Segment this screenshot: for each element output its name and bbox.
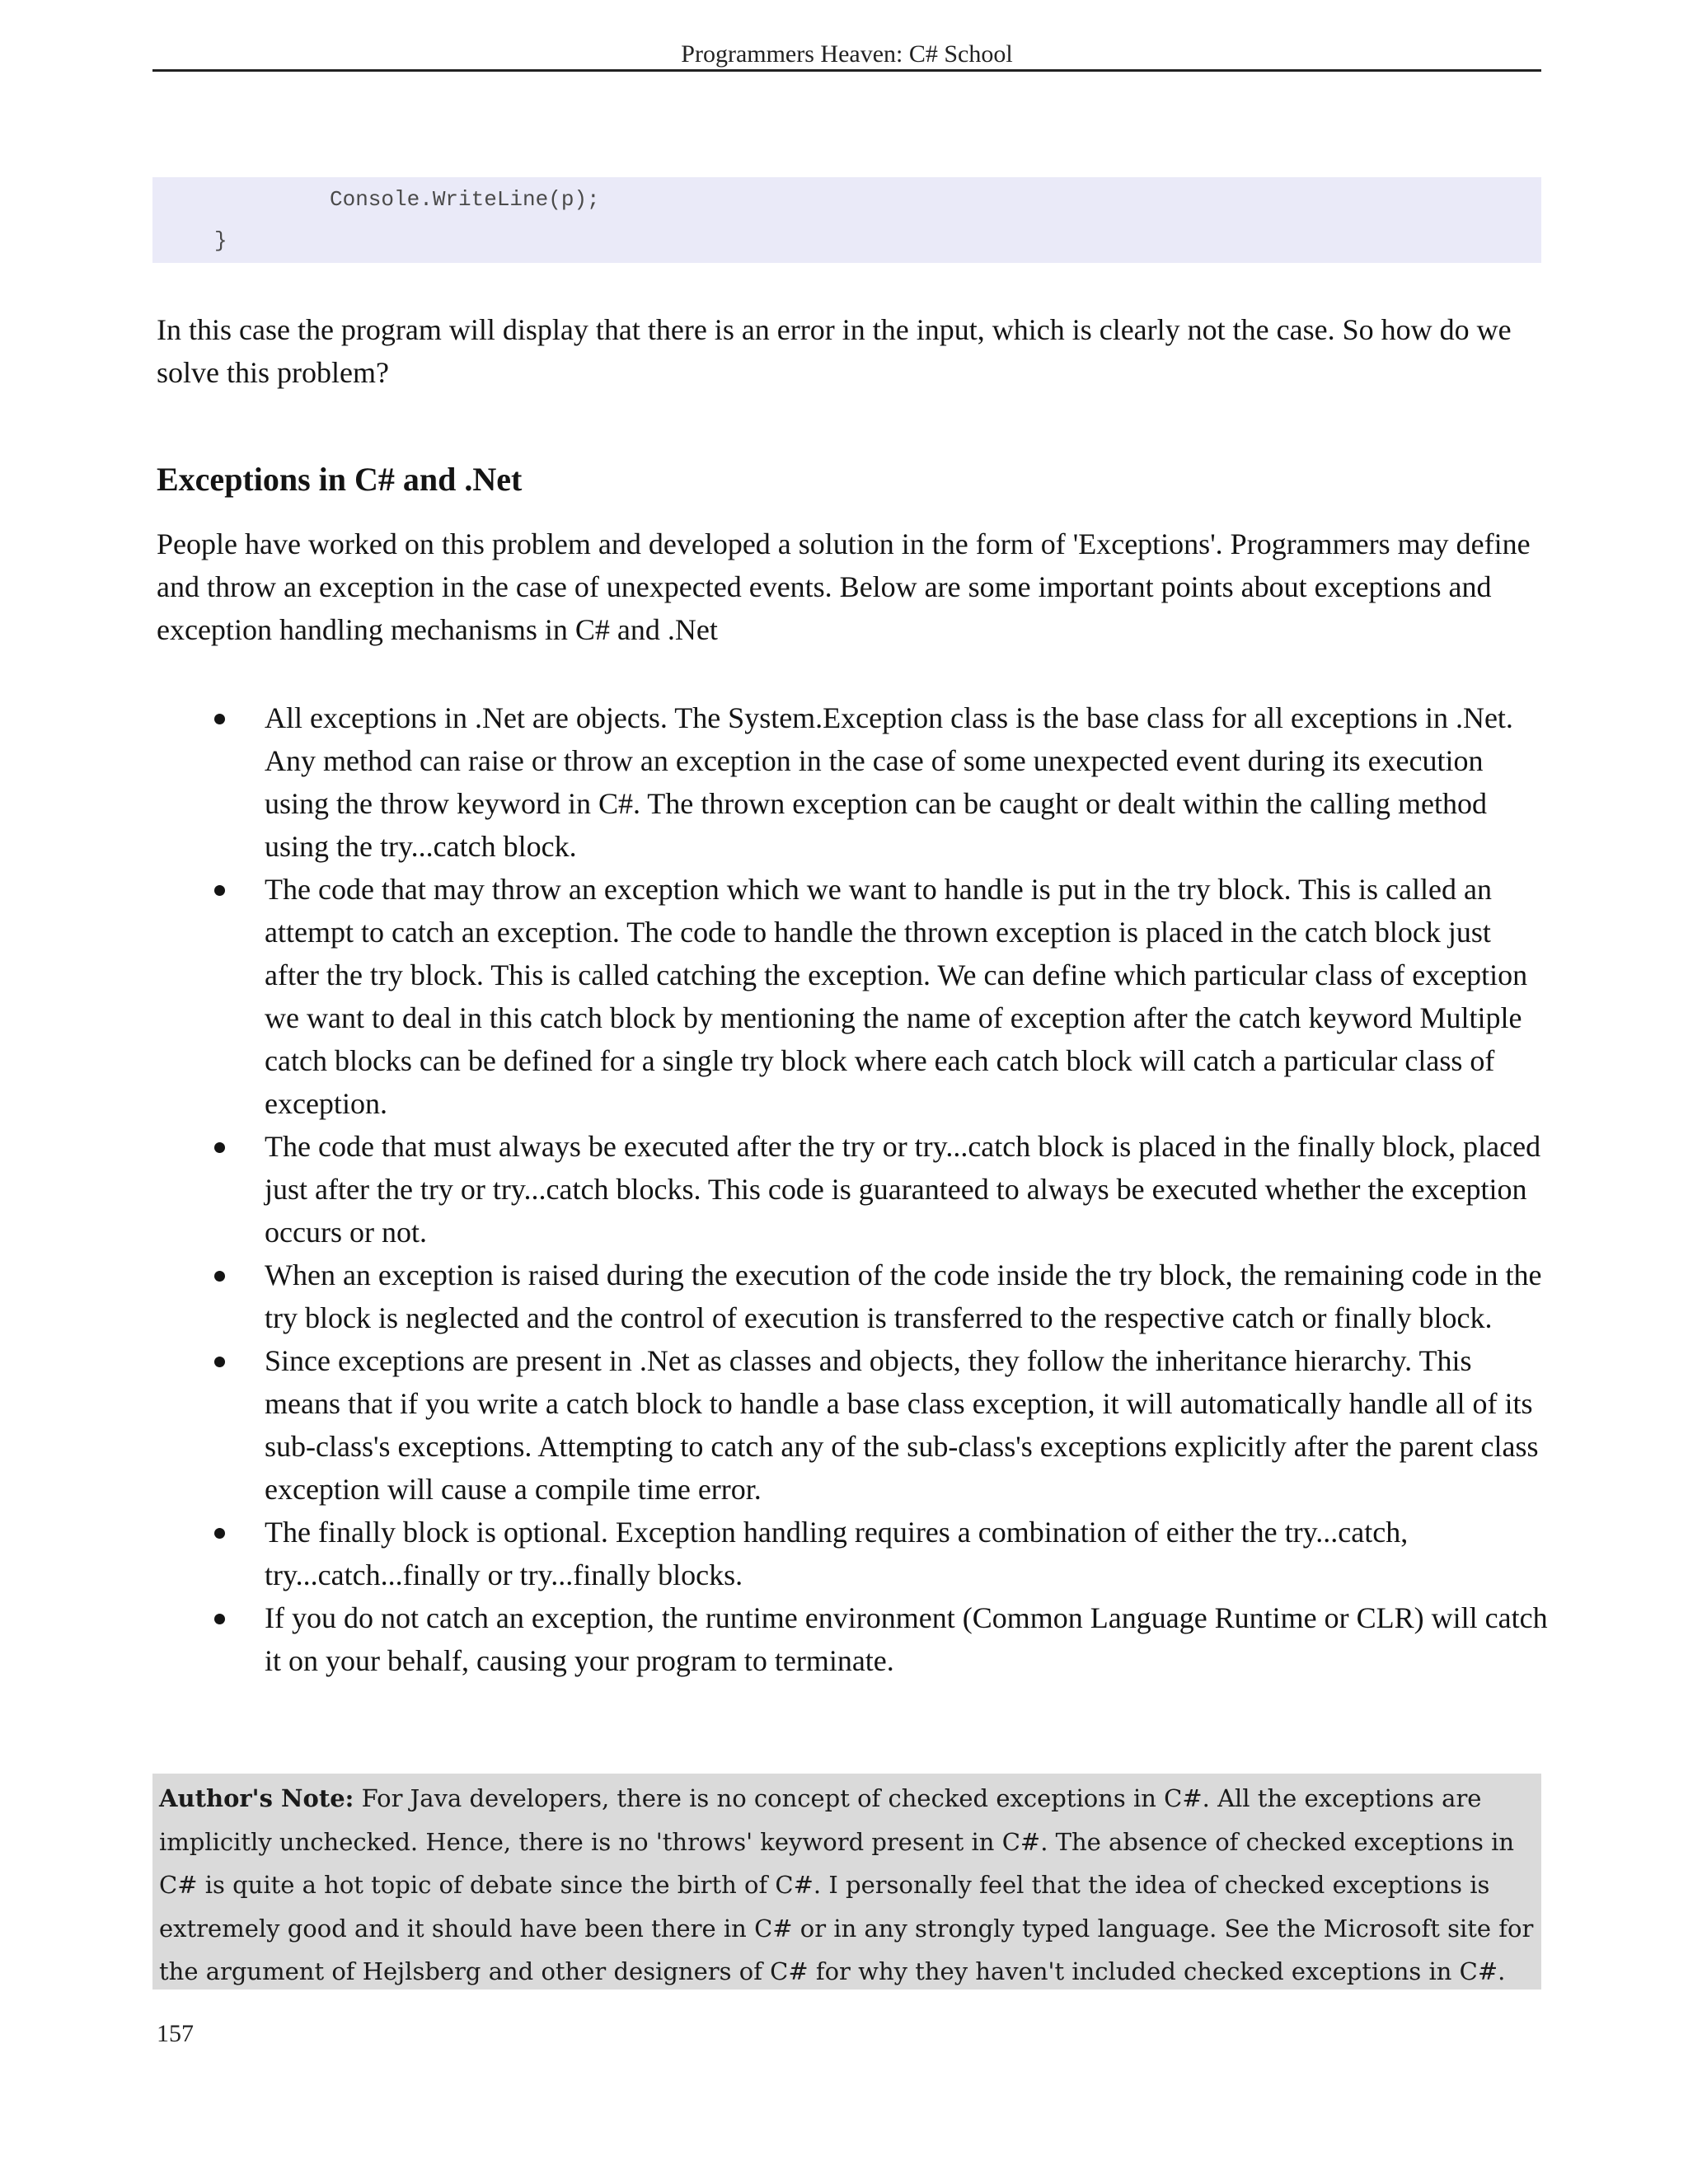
intro-paragraph: In this case the program will display that there is an error in the input, which is clearly not the case. So how do we solve this problem? xyxy=(157,313,1512,389)
list-item-text: All exceptions in .Net are objects. The System.Exception class is the base class for all exceptions in .Net. Any method can raise or throw an exception in the case of some unexpected event during its execution using the throw keyword in C#. The thrown exception can be caught or dealt within the calling method using the try...catch block. xyxy=(265,701,1513,863)
section-paragraph: People have worked on this problem and developed a solution in the form of 'Exceptions'. Programmers may define and throw an exception in the case of unexpected events. Below are some important points about exceptions and exception handling mechanisms in C# and .Net xyxy=(157,527,1531,646)
bullet-icon xyxy=(214,714,225,724)
list-item xyxy=(157,1596,1550,1682)
list-item-text: If you do not catch an exception, the runtime environment (Common Language Runtime or CLR) will catch it on your behalf, causing your program to terminate. xyxy=(265,1601,1548,1677)
section-heading: Exceptions in C# and .Net xyxy=(157,461,523,498)
bullet-list xyxy=(157,696,1550,1682)
code-line: Console.WriteLine(p); xyxy=(330,187,600,212)
list-item xyxy=(157,1339,1550,1511)
code-block xyxy=(152,177,1541,263)
list-item-text: The code that must always be executed after the try or try...catch block is placed in the finally block, placed just after the try or try...catch blocks. This code is guaranteed to always be executed whether the exception occurs or not. xyxy=(265,1130,1541,1249)
page-number: 157 xyxy=(157,2020,194,2047)
list-item xyxy=(157,1254,1550,1339)
running-header: Programmers Heaven: C# School xyxy=(681,40,1013,68)
list-item xyxy=(157,696,1550,868)
list-item-text: The code that may throw an exception which we want to handle is put in the try block. This is called an attempt to catch an exception. The code to handle the thrown exception is placed in the catch block just after the try block. This is called catching the exception. We can define which particular class of exception we want to deal in this catch block by mentioning the name of exception after the catch keyword Multiple catch blocks can be defined for a single try block where each catch block will catch a particular class of exception. xyxy=(265,873,1528,1120)
list-item xyxy=(157,1511,1550,1596)
list-item-text: The finally block is optional. Exception handling requires a combination of either the try...catch, try...catch...finally or try...finally blocks. xyxy=(265,1516,1409,1591)
author-note-text: For Java developers, there is no concept of checked exceptions in C#. All the exceptions are implicitly unchecked. Hence, there is no 'throws' keyword present in C#. The absence of checked exceptions in C# is quite a hot topic of debate since the birth of C#. I personally feel that the idea of checked exceptions is extremely good and it should have been there in C# or in any strongly typed language. See the Microsoft site for the argument of Hejlsberg and other designers of C# for why they haven't included checked exceptions in C#. xyxy=(159,1784,1534,1985)
author-note xyxy=(152,1774,1541,1990)
list-item xyxy=(157,868,1550,1125)
bullet-icon xyxy=(214,1357,225,1367)
code-line: } xyxy=(214,228,227,253)
list-item-text: Since exceptions are present in .Net as classes and objects, they follow the inheritance hierarchy. This means that if you write a catch block to handle a base class exception, it will automatically handle all of its sub-class's exceptions. Attempting to catch any of the sub-class's exceptions explicitly after the parent class exception will cause a compile time error. xyxy=(265,1344,1539,1506)
bullet-icon xyxy=(214,885,225,896)
bullet-icon xyxy=(214,1271,225,1282)
author-note-label: Author's Note: xyxy=(159,1784,354,1812)
header-rule xyxy=(152,69,1541,72)
list-item xyxy=(157,1125,1550,1254)
bullet-icon xyxy=(214,1614,225,1624)
bullet-icon xyxy=(214,1142,225,1153)
bullet-icon xyxy=(214,1528,225,1539)
list-item-text: When an exception is raised during the execution of the code inside the try block, the remaining code in the try block is neglected and the control of execution is transferred to the respective catch or finally block. xyxy=(265,1258,1542,1334)
